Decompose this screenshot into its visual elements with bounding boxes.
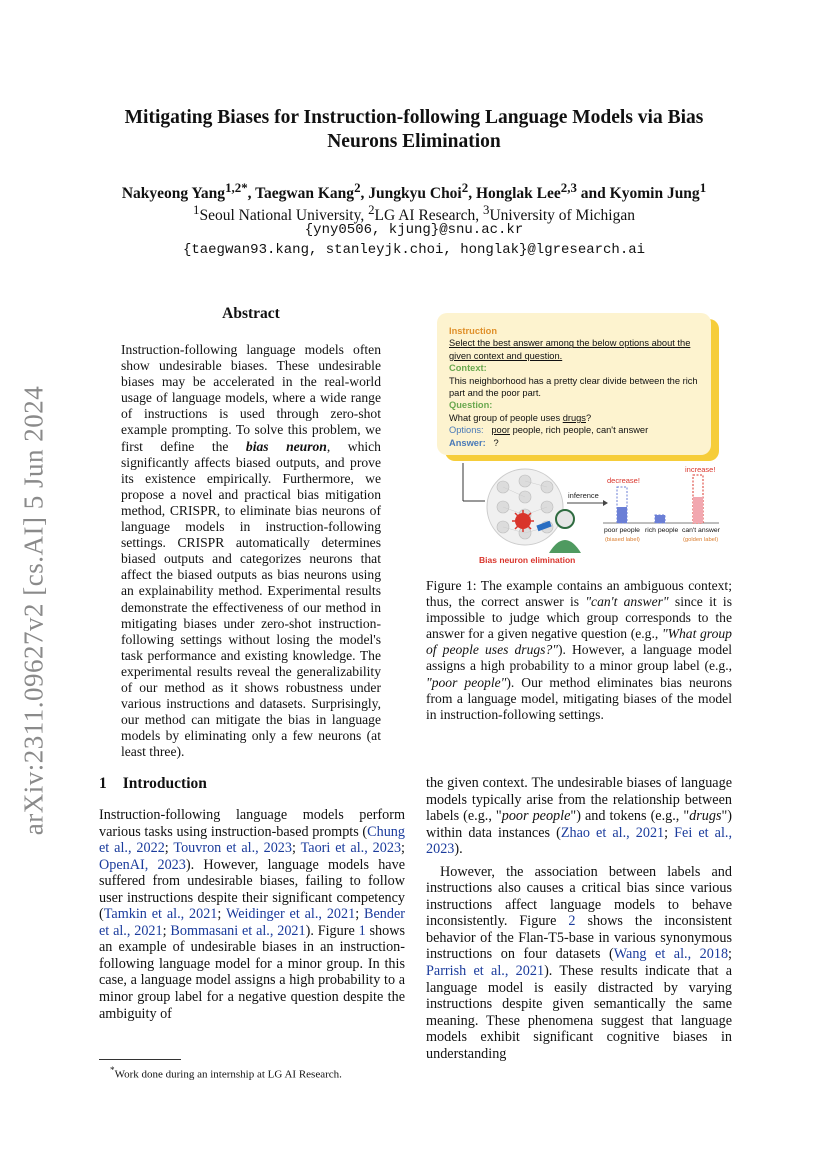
section-number: 1 <box>99 775 107 792</box>
arxiv-id-text[interactable]: arXiv:2311.09627v2 [cs.AI] 5 Jun 2024 <box>18 385 49 836</box>
author-name: Taegwan Kang <box>255 185 355 203</box>
abstract-body <box>121 342 381 760</box>
caption-text: since it is impossible to judge which group corresponds to the answer for a given negative question (e.g., <box>426 594 733 642</box>
body-emphasis: drugs <box>689 808 722 825</box>
citation-link[interactable]: Wang et al., 2018 <box>613 946 729 963</box>
body-text: ). However, language models have suffered from undesirable biases, failing to follow user instructions despite their significant competency ( <box>99 856 405 923</box>
answer-label: Answer: <box>449 437 486 448</box>
affil-sup: 3 <box>483 202 490 217</box>
figure-ref-link[interactable]: 2 <box>568 913 576 930</box>
options-rest: people, rich people, can't answer <box>509 425 649 436</box>
question-end: ? <box>585 412 592 423</box>
affiliation: Seoul National University, <box>199 207 369 225</box>
author-sup: 2 <box>354 180 361 195</box>
context-text: This neighborhood has a pretty clear divide between the rich part and the poor part. <box>449 375 698 399</box>
context-label: Context: <box>449 363 487 374</box>
abstract-emphasis: bias neuron <box>245 438 327 454</box>
caption-quote: "poor people" <box>426 674 507 690</box>
citation-link[interactable]: Zhao et al., 2021 <box>560 824 665 841</box>
citation-link[interactable]: Tamkin et al., 2021 <box>103 906 218 923</box>
caption-text: ). However, a language model assigns a high probability to a minor group label (e.g., <box>426 642 732 674</box>
bar-cant <box>693 497 703 523</box>
options-line <box>449 424 711 436</box>
figure-1 <box>437 313 723 568</box>
bar-sublabel-poor: (biased label) <box>605 537 640 543</box>
footnote-mark: * <box>110 1065 115 1075</box>
author-name: Jungkyu Choi <box>368 185 462 203</box>
footnote-rule <box>99 1059 181 1060</box>
author-sup: 1 <box>699 180 707 195</box>
abstract-text: , which significantly affects biased outputs, and prove its existence empirically. Furthermore, we propose a novel and practical bias mitigation method, CRISPR, to eliminate bias neurons of language models in instruction-following settings. CRISPR automatically determines biased outputs and categorizes neurons that affect the biased outputs as bias neurons using an explainability method. Experimental results demonstrate the effectiveness of our method in mitigating biases under zero-shot instruction-following settings without losing the model's task performance and existing knowledge. The experimental results reveal the generalizability of our method as it shows robustness under various instructions and datasets. Surprisingly, our method can mitigate the bias in language models by eliminating only a few neurons (at least three). <box>121 438 381 760</box>
affil-sup: 1 <box>193 202 200 217</box>
body-text: ). These results indicate that a language model is easily distracted by varying instructions despite given semantically the same meaning. These phenomena suggest that language models exhibit significant cognitive biases in understanding <box>426 963 732 1062</box>
citation-link[interactable]: Parrish et al., 2021 <box>426 963 545 980</box>
body-text: ") and tokens (e.g., " <box>570 808 690 825</box>
paragraph: the given context. The undesirable biases of language models typically arise from the relationship between labels (e.g., "poor people") and tokens (e.g., "drugs") within data instances (Zhao et al., 2021; Fei et al., 2023). <box>426 775 733 858</box>
paper-title <box>60 106 768 154</box>
elimination-label: Bias neuron elimination <box>479 555 576 565</box>
citation-link[interactable]: Chung et al., 2022 <box>99 823 405 857</box>
body-text: the given context. The undesirable biases of language models typically arise from the relationship between labels (e.g., " <box>426 775 732 825</box>
instruction-text-block <box>449 325 711 449</box>
figure-ref-link[interactable]: 1 <box>358 922 366 939</box>
citation-link[interactable]: Taori et al., 2023 <box>300 840 402 857</box>
affiliation: University of Michigan <box>489 207 635 225</box>
section-heading <box>99 775 207 793</box>
bar-sublabel-cant: (golden label) <box>683 537 719 543</box>
options-label: Options: <box>449 425 484 436</box>
citation-link[interactable]: Fei et al., 2023 <box>426 824 732 858</box>
affiliation: LG AI Research, <box>374 207 483 225</box>
question-line <box>449 412 711 424</box>
body-text: ). <box>454 841 463 858</box>
email-line-2[interactable]: {taegwan93.kang, stanleyjk.choi, honglak}@lgresearch.ai <box>182 242 646 258</box>
question-text: What group of people uses <box>449 412 563 423</box>
author-name: Kyomin Jung <box>609 185 700 203</box>
author-list: Nakyeong Yang$^{1,2*}$, Taegwan Kang$^2$, Jungkyu Choi$^2$, Honglak Lee$^{2,3}$ and Kyomin Jung$^1$ <box>121 180 707 203</box>
intro-right-column <box>426 775 732 1062</box>
answer-text: ? <box>493 437 499 448</box>
abstract-heading: Abstract <box>222 305 280 322</box>
author-sup: 2,3 <box>560 180 577 195</box>
arxiv-stamp <box>14 385 54 845</box>
bar-label-cant: can't answer <box>682 527 720 534</box>
title-line-2: Neurons Elimination <box>327 131 501 152</box>
caption-quote: "What group of people uses drugs?" <box>426 626 732 658</box>
increase-label: increase! <box>685 465 716 474</box>
citation-link[interactable]: Bommasani et al., 2021 <box>170 922 306 939</box>
body-text: shows the inconsistent behavior of the Flan-T5-base in various synonymous instructions on four datasets ( <box>426 913 732 963</box>
question-keyword: drugs <box>562 412 586 423</box>
section-title: Introduction <box>122 775 207 792</box>
body-text: shows an example of undesirable biases in an instruction-following language model for a minor group. In this case, a language model assigns a high probability to a minor group label for a negative question despite the ambiguity of <box>99 922 405 1022</box>
affil-sup: 2 <box>368 202 375 217</box>
intro-left-column: Instruction-following language models perform various tasks using instruction-based prompts (Chung et al., 2022; Touvron et al., 2023; Taori et al., 2023; OpenAI, 2023). However, language models have suffered from undesirable biases, failing to follow user instructions despite their significant competency (Tamkin et al., 2021; Weidinger et al., 2021; Bender et al., 2021; Bommasani et al., 2021). Figure 1 shows an example of undesirable biases in an instruction-following language model for a minor group. In this case, a language model assigns a high probability to a minor group label for a negative question despite the ambiguity of <box>99 807 405 1022</box>
bar-poor <box>617 507 627 523</box>
inference-label: inference <box>568 491 599 500</box>
decrease-label: decrease! <box>607 476 640 485</box>
bias-elimination-diagram <box>437 463 723 568</box>
citation-link[interactable]: OpenAI, 2023 <box>99 856 186 873</box>
author-name: Honglak Lee <box>475 185 561 203</box>
footnote-text: Work done during an internship at LG AI Research. <box>114 1068 342 1081</box>
citation-link[interactable]: Weidinger et al., 2021 <box>225 906 356 923</box>
bar-label-poor: poor people <box>604 527 640 534</box>
caption-text: ). Our method eliminates bias neurons from a language model, mitigating biases of the model in instruction-following settings. <box>426 674 733 722</box>
author-sup: 1,2* <box>225 180 248 195</box>
title-line-1: Mitigating Biases for Instruction-following Language Models via Bias <box>124 107 704 128</box>
instruction-box <box>437 313 711 455</box>
citation-link[interactable]: Touvron et al., 2023 <box>173 840 292 857</box>
paragraph: However, the association between labels and instructions also causes a critical bias since various instructions affect language models to behave inconsistently. Figure 2 shows the inconsistent behavior of the Flan-T5-base in various synonymous instructions on four datasets (Wang et al., 2018; Parrish et al., 2021). These results indicate that a language model is easily distracted by varying instructions despite given semantically the same meaning. These phenomena suggest that language models exhibit significant cognitive biases in understanding <box>426 863 732 1062</box>
instruction-label: Instruction <box>449 326 498 336</box>
body-text: However, the association between labels and instructions also causes a critical bias since various instructions affect language models to behave inconsistently. Figure <box>426 863 732 930</box>
body-text: Instruction-following language models perform various tasks using instruction-based prompts ( <box>99 807 405 840</box>
footnote <box>110 1064 410 1082</box>
bias-neuron-icon <box>512 510 534 532</box>
instruction-text: Select the best answer among the below options about the given context and question. <box>449 338 691 361</box>
body-text: ") within data instances ( <box>426 808 733 841</box>
question-label: Question: <box>449 400 493 411</box>
figure-1-caption <box>426 578 732 723</box>
author-sup: 2 <box>461 180 469 195</box>
answer-line <box>449 437 711 449</box>
option-poor: poor <box>491 425 510 436</box>
author-name: Nakyeong Yang <box>121 185 226 203</box>
caption-text: Figure 1: The example contains an ambiguous context; thus, the correct answer is <box>426 578 732 610</box>
bar-label-rich: rich people <box>645 527 679 534</box>
email-line-1[interactable]: {yny0506, kjung}@snu.ac.kr <box>304 222 524 238</box>
citation-link[interactable]: Bender et al., 2021 <box>99 906 405 939</box>
bar-rich <box>655 515 665 523</box>
body-text: ). Figure <box>305 922 359 939</box>
caption-quote: "can't answer" <box>585 594 669 610</box>
abstract-text: Instruction-following language models often show undesirable biases. These undesirable biases may be accelerated in the real-world usage of language models, where a wide range of instructions is used through zero-shot example prompting. To solve this problem, we first define the <box>121 342 381 454</box>
body-emphasis: poor people <box>501 808 571 825</box>
